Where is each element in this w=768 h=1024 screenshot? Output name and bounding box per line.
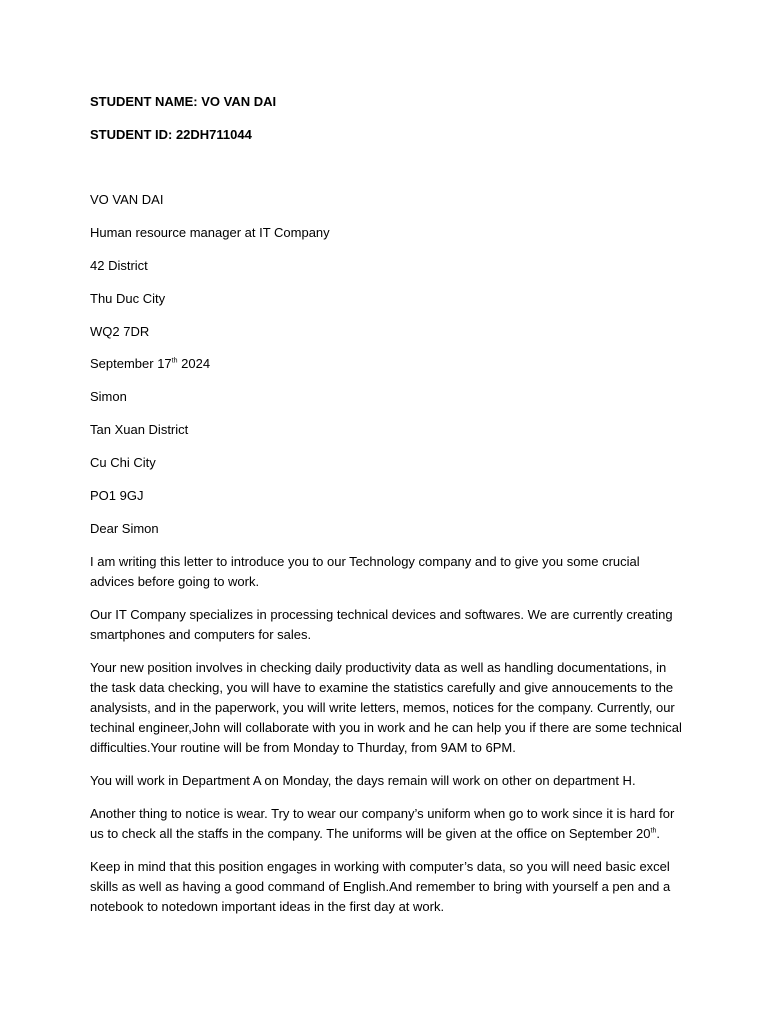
paragraph-uniform [90,804,686,844]
paragraph-department: You will work in Department A on Monday, the days remain will work on other on department H. [90,773,636,788]
recipient-city: Cu Chi City [90,455,156,470]
paragraph-position: Your new position involves in checking daily productivity data as well as handling documentations, in the task data checking, you will have to examine the statistics carefully and give annoucements to the analysists, and in the paperwork, you will write letters, memos, notices for the company. Currently, our techinal engineer,John will collaborate with you in work and he can help you if there are some technical difficulties.Your routine will be from Monday to Thurday, from 9AM to 6PM. [90,660,682,755]
recipient-name: Simon [90,389,127,404]
paragraph-company: Our IT Company specializes in processing technical devices and softwares. We are currently creating smartphones and computers for sales. [90,607,673,642]
uniform-date-suffix: th [650,827,657,835]
recipient-postcode: PO1 9GJ [90,488,144,503]
date-month-day: September 17 [90,356,172,371]
sender-address: 42 District [90,258,148,273]
sender-name: VO VAN DAI [90,192,164,207]
salutation: Dear Simon [90,521,159,536]
student-id: STUDENT ID: 22DH711044 [90,127,252,142]
uniform-text: Another thing to notice is wear. Try to wear our company’s uniform when go to work since it is hard for us to check all the staffs in the company. The uniforms will be given at the office on September 20 [90,806,675,841]
letter-date [90,354,210,374]
recipient-address: Tan Xuan District [90,422,189,437]
sender-postcode: WQ2 7DR [90,324,150,339]
student-name: STUDENT NAME: VO VAN DAI [90,94,277,109]
uniform-end: . [656,826,660,841]
date-year: 2024 [177,356,211,371]
sender-title: Human resource manager at IT Company [90,225,330,240]
sender-city: Thu Duc City [90,291,166,306]
date-suffix: th [171,357,178,365]
paragraph-reminder: Keep in mind that this position engages in working with computer’s data, so you will need basic excel skills as well as having a good command of English.And remember to bring with yourself a pen and a notebook to notedown important ideas in the first day at work. [90,859,671,914]
paragraph-introduction: I am writing this letter to introduce you to our Technology company and to give you some crucial advices before going to work. [90,554,640,589]
